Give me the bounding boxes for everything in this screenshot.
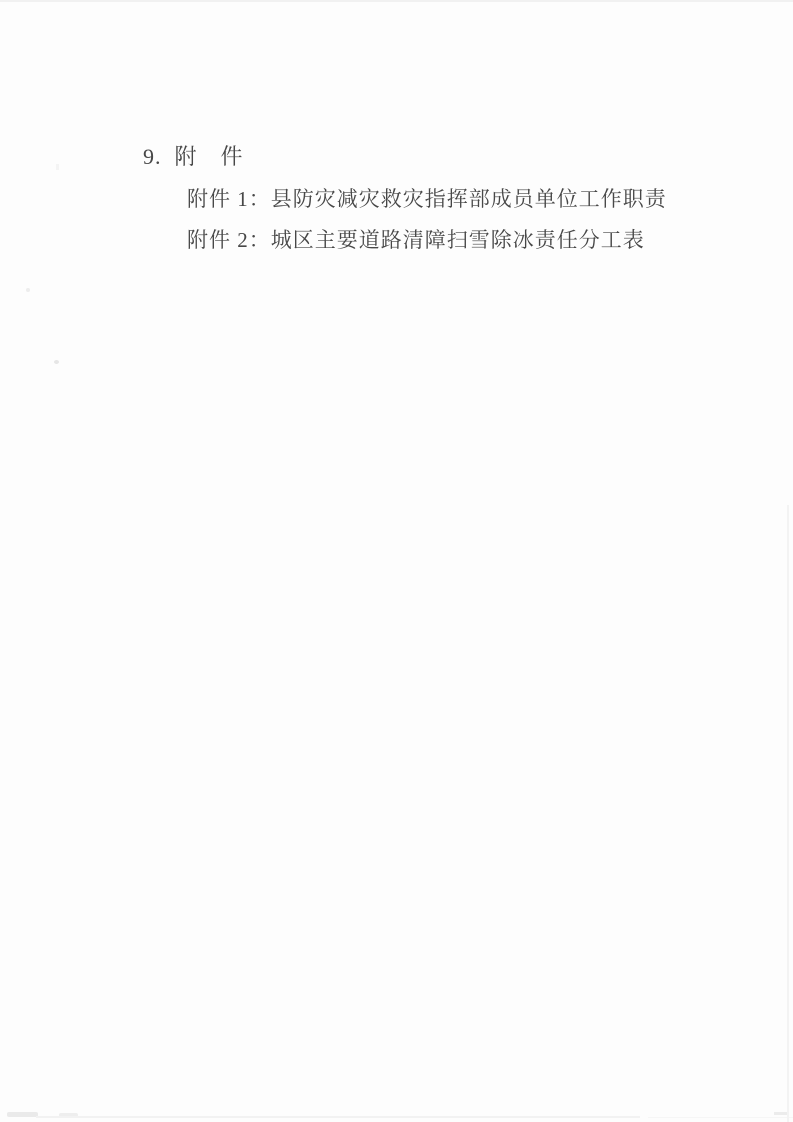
scan-speck xyxy=(54,360,59,364)
scan-bottom-smudge xyxy=(59,1113,78,1117)
attachment-list-item-1: 附件 1：县防灾减灾救灾指挥部成员单位工作职责 xyxy=(187,187,667,211)
scan-speck xyxy=(56,164,59,170)
scan-bottom-edge-line xyxy=(36,1116,640,1118)
scan-top-edge-shadow xyxy=(0,0,793,2)
scan-bottom-edge-line xyxy=(648,1117,793,1118)
scan-bottom-smudge xyxy=(7,1112,38,1117)
attachment-list-item-2: 附件 2：城区主要道路清障扫雪除冰责任分工表 xyxy=(187,228,645,252)
scan-speck xyxy=(26,288,30,292)
section-heading: 9. 附 件 xyxy=(143,144,244,169)
scan-bottom-edge-mark xyxy=(774,1112,789,1115)
scan-right-edge-line xyxy=(787,505,789,1122)
